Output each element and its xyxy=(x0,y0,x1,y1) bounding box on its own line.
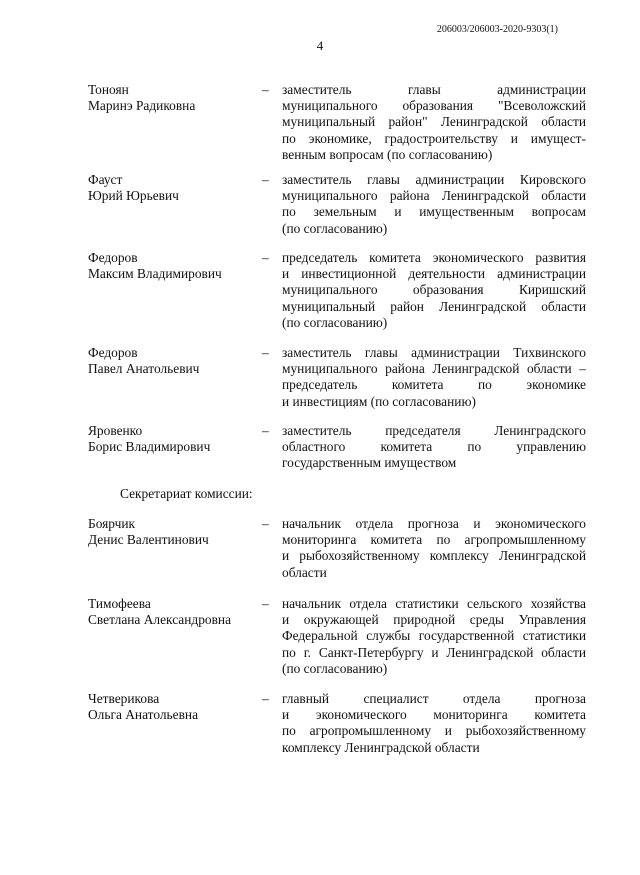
document-number: 206003/206003-2020-9303(1) xyxy=(436,24,558,35)
member-position: главный специалист отдела прогноза и экономического мониторинга комитета по агропромышленному и рыбохозяйственному комплексу Ленинградской области xyxy=(282,691,586,755)
member-position: председатель комитета экономического развития и инвестиционной деятельности администрации муниципального образования Киришский муниципальный район Ленинградской области (по согласованию) xyxy=(282,250,586,330)
dash: – xyxy=(262,596,269,611)
member-position: заместитель главы администрации Кировского муниципального района Ленинградской области по земельным и имущественным вопросам (по согласованию) xyxy=(282,172,586,236)
member-position: начальник отдела прогноза и экономического мониторинга комитета по агропромышленному и рыбохозяйственному комплексу Ленинградской области xyxy=(282,516,586,580)
dash: – xyxy=(262,423,269,438)
member-name: Федоров Павел Анатольевич xyxy=(88,345,200,377)
member-name: Фауст Юрий Юрьевич xyxy=(88,172,179,204)
member-name: Яровенко Борис Владимирович xyxy=(88,423,211,455)
member-name: Тимофеева Светлана Александровна xyxy=(88,596,232,628)
member-position: заместитель председателя Ленинградского областного комитета по управлению государственным имуществом xyxy=(282,423,586,471)
dash: – xyxy=(262,172,269,187)
dash: – xyxy=(262,82,269,97)
secretariat-heading: Секретариат комиссии: xyxy=(120,486,253,501)
member-name: Четверикова Ольга Анатольевна xyxy=(88,691,199,723)
member-name: Федоров Максим Владимирович xyxy=(88,250,222,282)
dash: – xyxy=(262,250,269,265)
member-name: Тоноян Маринэ Радиковна xyxy=(88,82,196,114)
dash: – xyxy=(262,345,269,360)
page-number: 4 xyxy=(316,38,324,53)
member-name: Боярчик Денис Валентинович xyxy=(88,516,209,548)
dash: – xyxy=(262,691,269,706)
member-position: начальник отдела статистики сельского хозяйства и окружающей природной среды Управления Федеральной службы государственной статистики по г. Санкт-Петербургу и Ленинградской области (по согласованию) xyxy=(282,596,586,676)
member-position: заместитель главы администрации муниципального образования "Всеволожский муниципальный район" Ленинградской области по экономике, градостроительству и имущест- венным вопросам (по согласованию) xyxy=(282,82,586,162)
dash: – xyxy=(262,516,269,531)
member-position: заместитель главы администрации Тихвинского муниципального района Ленинградской области – председатель комитета по экономике и инвестициям (по согласованию) xyxy=(282,345,586,409)
